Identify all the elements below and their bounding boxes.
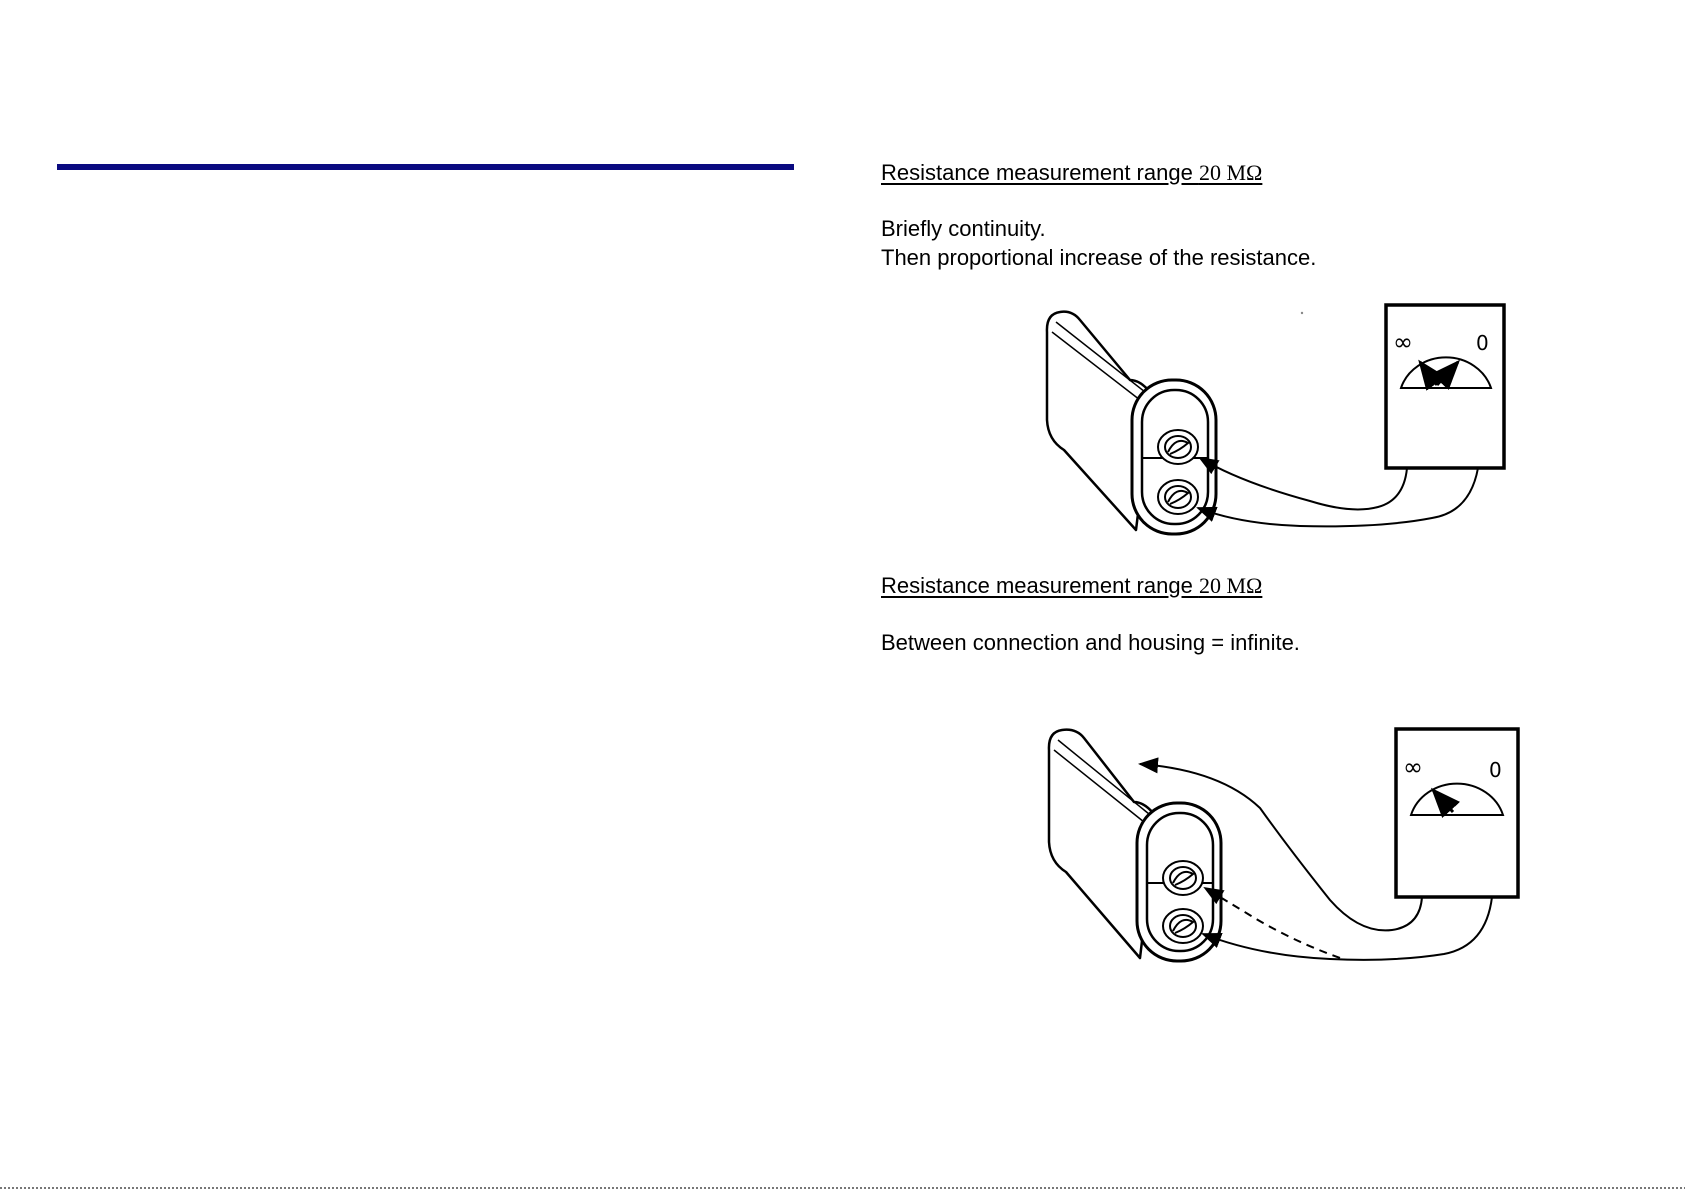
ohmmeter-1 bbox=[1386, 305, 1504, 468]
meter1-zero-label: 0 bbox=[1476, 331, 1489, 355]
section1-line-2: Then proportional increase of the resistance. bbox=[881, 245, 1317, 270]
section2-heading: Resistance measurement range 20 MΩ bbox=[881, 573, 1263, 598]
section2-unit: 20 MΩ bbox=[1198, 573, 1263, 598]
ohmmeter-2 bbox=[1396, 729, 1518, 897]
terminal-2-bottom bbox=[1163, 909, 1203, 943]
meter1-infinity-label: ∞ bbox=[1393, 328, 1413, 356]
section1-line-1: Briefly continuity. bbox=[881, 216, 1046, 241]
footer-rule bbox=[0, 1187, 1685, 1189]
stray-dot bbox=[1301, 312, 1303, 314]
terminal-1-top bbox=[1158, 430, 1198, 464]
section1-unit: 20 MΩ bbox=[1198, 160, 1263, 185]
meter2-infinity-label: ∞ bbox=[1403, 753, 1423, 781]
terminal-1-bottom bbox=[1158, 480, 1198, 514]
meter2-zero-label: 0 bbox=[1489, 758, 1502, 782]
section1-heading: Resistance measurement range 20 MΩ bbox=[881, 160, 1263, 185]
section2-line: Between connection and housing = infinite. bbox=[881, 630, 1300, 655]
terminal-2-top bbox=[1163, 861, 1203, 895]
